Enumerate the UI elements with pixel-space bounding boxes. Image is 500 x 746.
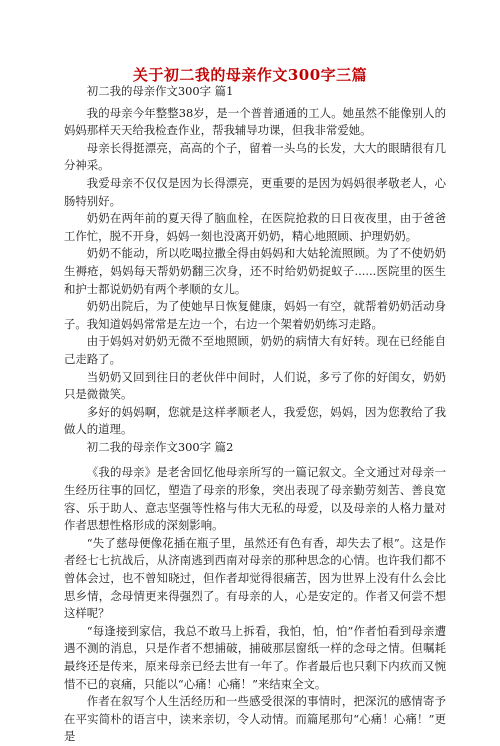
- section-heading: 初二我的母亲作文300字 篇2: [86, 439, 234, 454]
- paragraph: 《我的母亲》是老舍回忆他母亲所写的一篇记叙文。全文通过对母亲一生经历往事的回忆，塑造了母亲的形象，突出表现了母亲勤劳刻苦、善良宽容、乐于助人、意志坚强等性格与伟大无私的母爱，以及母亲的人格力量对作者思想性格形成的深刻影响。: [64, 465, 446, 533]
- paragraph: 奶奶出院后，为了使她早日恢复健康，妈妈一有空，就帮着奶奶活动身子。我知道妈妈常常是左边一个，右边一个架着奶奶练习走路。: [64, 299, 446, 331]
- paragraph: 奶奶在两年前的夏天得了脑血栓，在医院抢救的日日夜夜里，由于爸爸工作忙，脱不开身，妈妈一刻也没离开奶奶，精心地照顾、护理奶奶。: [64, 211, 446, 243]
- paragraph: 当奶奶又回到往日的老伙伴中间时，人们说，多亏了你的好闺女，奶奶只是微微笑。: [64, 369, 446, 402]
- document-body: [64, 83, 446, 746]
- paragraph: 奶奶不能动，所以吃喝拉撒全得由妈妈和大姑轮流照顾。为了不使奶奶生褥疮，妈妈每天帮奶奶翻三次身，还不时给奶奶捉蚁子......医院里的医生和护士都说奶奶有两个孝顺的女儿。: [64, 246, 446, 296]
- paragraph: “每逢接到家信，我总不敢马上拆看，我怕，怕，怕”作者怕看到母亲遭遇不测的消息，只是作者不想捕破，捕破那层窗纸一样的念母之情。但嘱耗最终还是传来，原来母亲已经去世有一年了。作者最后也只剩下内疚而又惋惜不已的哀痛，只能以“心痛！心痛！”来结束全文。: [64, 623, 446, 691]
- paragraph: 作者在叙写个人生活经历和一些感受很深的事情时，把深沉的感情寄予在平实简朴的语言中，读来亲切，令人动情。而篇尾那句“心痛！心痛！”更是: [64, 694, 446, 744]
- document-title: 关于初二我的母亲作文300字三篇: [132, 66, 368, 84]
- paragraph: “失了慈母便像花插在瓶子里，虽然还有色有香，却失去了根”。这是作者经七七抗战后，从济南逃到西南对母亲的那种思念的心情。也许我们都不曾体会过，也不曾知晓过，但作者却觉得很痛苦，因为世界上没有什么会比思乡情，念母情更来得强烈了。有母亲的人，心是安定的。作者又何尝不想这样呢？: [64, 535, 446, 621]
- paragraph: 多好的妈妈啊，您就是这样孝顺老人，我爱您，妈妈，因为您教给了我做人的道理。: [64, 404, 446, 437]
- paragraph: 母亲长得挺漂亮，高高的个子，留着一头乌的长发，大大的眼睛很有几分神采。: [64, 140, 446, 173]
- paragraph: 我的母亲今年整整38岁，是一个普普通通的工人。她虽然不能像别人的妈妈那样天天给我检查作业，帮我辅导功课，但我非常爱她。: [64, 105, 446, 138]
- paragraph: 我爱母亲不仅仅是因为长得漂亮，更重要的是因为妈妈很孝敬老人，心肠特别好。: [64, 175, 446, 208]
- paragraph: 由于妈妈对奶奶无微不至地照顾，奶奶的病情大有好转。现在已经能自己走路了。: [64, 334, 446, 366]
- section-heading: 初二我的母亲作文300字 篇1: [86, 84, 234, 98]
